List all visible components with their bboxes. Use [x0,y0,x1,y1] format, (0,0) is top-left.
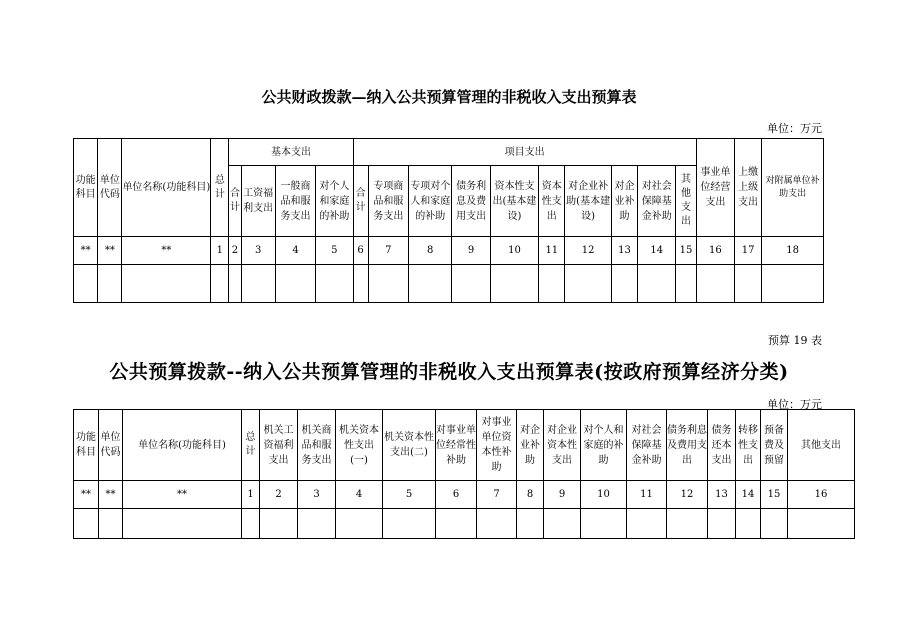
header-total: 总计 [211,139,229,237]
code-cell: 16 [696,237,734,265]
header-c11: 债务利息及费用支出 [667,410,708,481]
table1-title: 公共财政拨款—纳入公共预算管理的非税收入支出预算表 [261,88,637,106]
header-basic-group: 基本支出 [229,139,353,166]
header-proj-interest: 债务利息及费用支出 [452,166,490,237]
header-proj-capital2: 资本性支出 [539,166,565,237]
code-cell: 6 [353,237,368,265]
code-cell: 9 [452,237,490,265]
header-func-code: 功能科目 [74,139,98,237]
header-basic-sum: 合计 [229,166,241,237]
code-cell: 15 [761,481,788,509]
code-cell: 7 [477,481,517,509]
header-unit-name: 单位名称(功能科目) [123,410,242,481]
code-cell: 14 [638,237,676,265]
header-unit-name: 单位名称(功能科目) [122,139,211,237]
code-cell: 9 [544,481,581,509]
code-cell: 16 [788,481,855,509]
code-cell: 11 [627,481,667,509]
code-cell: 5 [316,237,353,265]
table1 [73,138,824,303]
code-cell: 4 [336,481,383,509]
code-cell: ** [74,237,98,265]
header-c3: 机关资本性支出(一) [336,410,383,481]
header-c4: 机关资本性支出(二) [383,410,436,481]
header-c13: 转移性支出 [736,410,761,481]
header-c12: 债务还本支出 [708,410,736,481]
table2-code-row [74,481,855,509]
header-unit-code: 单位代码 [98,139,122,237]
header-project-group: 项目支出 [353,139,696,166]
code-cell: 12 [667,481,708,509]
code-cell: 8 [517,481,544,509]
header-c10: 对社会保障基金补助 [627,410,667,481]
code-cell: 2 [229,237,241,265]
code-cell: 10 [581,481,627,509]
header-proj-other: 其他支出 [676,166,696,237]
header-total: 总计 [242,410,260,481]
table2 [73,409,855,539]
code-cell: 14 [736,481,761,509]
code-cell: ** [123,481,242,509]
code-cell: 1 [211,237,229,265]
header-basic-wage: 工资福利支出 [241,166,275,237]
header-c1: 机关工资福利支出 [260,410,298,481]
header-biz: 事业单位经营支出 [696,139,734,237]
header-c2: 机关商品和服务支出 [298,410,336,481]
code-cell: 13 [708,481,736,509]
code-cell: 17 [735,237,762,265]
header-affiliated: 对附属单位补助支出 [762,139,824,237]
code-cell: 10 [490,237,538,265]
code-cell: 3 [298,481,336,509]
header-upper: 上缴上级支出 [735,139,762,237]
header-unit-code: 单位代码 [99,410,123,481]
code-cell: 3 [241,237,275,265]
code-cell: ** [122,237,211,265]
header-c15: 其他支出 [788,410,855,481]
code-cell: 8 [409,237,452,265]
header-func-code: 功能科目 [74,410,99,481]
header-proj-enterprise-cap: 对企业补助(基本建设) [565,166,611,237]
code-cell: 15 [676,237,696,265]
code-cell: 5 [383,481,436,509]
code-cell: ** [98,237,122,265]
table2-empty-row [74,509,855,539]
table2-tag: 预算 19 表 [768,334,822,347]
table1-unit: 单位：万元 [767,122,822,135]
header-c9: 对个人和家庭的补助 [581,410,627,481]
code-cell: 12 [565,237,611,265]
header-proj-capital: 资本性支出(基本建设) [490,166,538,237]
header-proj-sum: 合计 [353,166,368,237]
code-cell: ** [99,481,123,509]
header-basic-personal: 对个人和家庭的补助 [316,166,353,237]
header-proj-enterprise: 对企业补助 [611,166,637,237]
header-c7: 对企业补助 [517,410,544,481]
header-basic-goods: 一般商品和服务支出 [275,166,315,237]
code-cell: 18 [762,237,824,265]
header-proj-social: 对社会保障基金补助 [638,166,676,237]
header-proj-personal: 专项对个人和家庭的补助 [409,166,452,237]
code-cell: ** [74,481,99,509]
header-c8: 对企业资本性支出 [544,410,581,481]
table2-unit: 单位：万元 [767,398,822,411]
header-c14: 预备费及预留 [761,410,788,481]
header-c6: 对事业单位资本性补助 [477,410,517,481]
table1-empty-row [74,265,824,303]
code-cell: 2 [260,481,298,509]
code-cell: 13 [611,237,637,265]
code-cell: 1 [242,481,260,509]
code-cell: 4 [275,237,315,265]
header-c5: 对事业单位经常性补助 [436,410,477,481]
code-cell: 6 [436,481,477,509]
header-proj-goods: 专项商品和服务支出 [368,166,408,237]
table2-title: 公共预算拨款--纳入公共预算管理的非税收入支出预算表(按政府预算经济分类) [109,361,789,383]
table1-code-row [74,237,824,265]
code-cell: 11 [539,237,565,265]
code-cell: 7 [368,237,408,265]
